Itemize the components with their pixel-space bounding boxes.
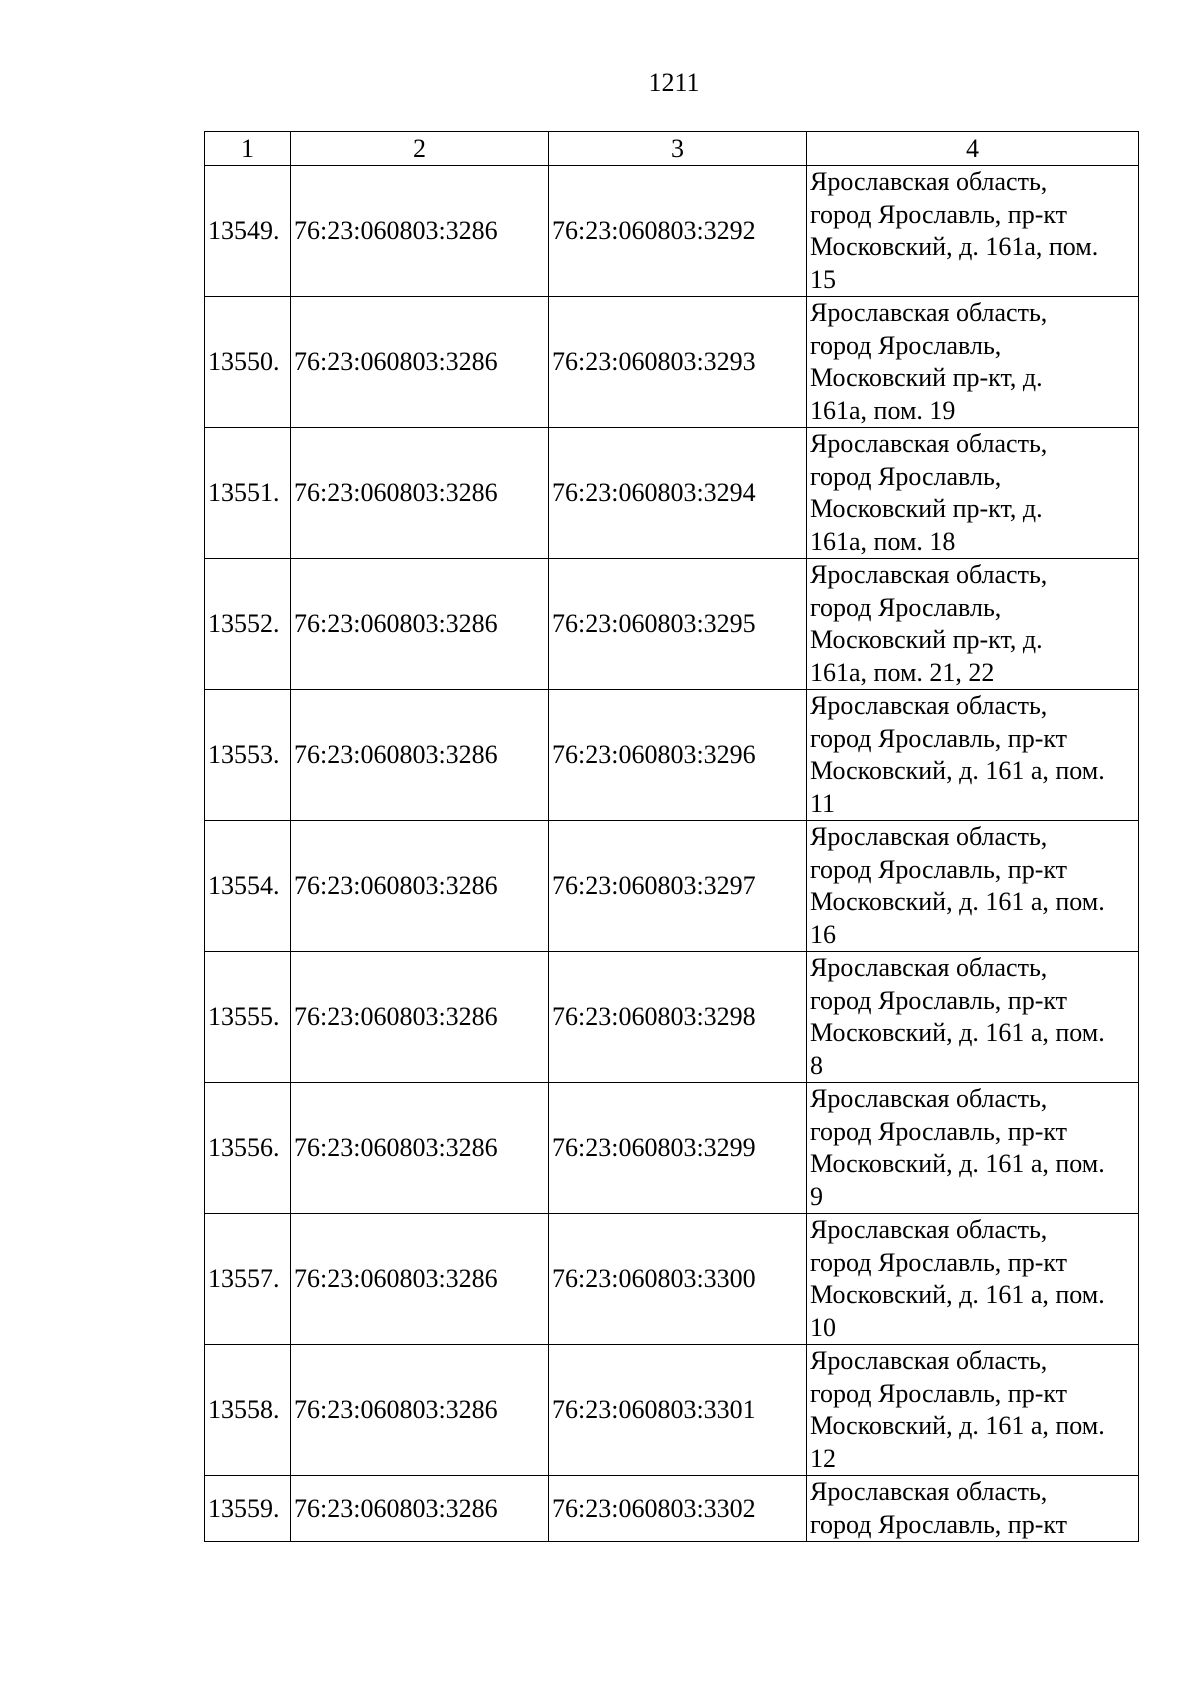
address-cell <box>807 1083 1139 1214</box>
address-line: Ярославская область, <box>810 822 1048 851</box>
address-line: город Ярославль, <box>810 461 1002 491</box>
address-line: город Ярославль, пр-кт <box>810 723 1068 753</box>
address-line: 15 <box>810 264 836 294</box>
cadastral-number-parent: 76:23:060803:3286 <box>291 1214 549 1345</box>
address-line: 16 <box>810 919 836 949</box>
row-number: 13555. <box>205 952 291 1083</box>
row-number: 13550. <box>205 297 291 428</box>
cadastral-number-parent: 76:23:060803:3286 <box>291 428 549 559</box>
cadastral-number-parent: 76:23:060803:3286 <box>291 690 549 821</box>
address-line: город Ярославль, <box>810 592 1002 622</box>
table-row <box>205 690 1139 821</box>
row-number: 13556. <box>205 1083 291 1214</box>
cadastral-number-parent: 76:23:060803:3286 <box>291 1345 549 1476</box>
address-line: город Ярославль, пр-кт <box>810 985 1068 1015</box>
address-line: Ярославская область, <box>810 429 1048 458</box>
cadastral-number-parent: 76:23:060803:3286 <box>291 952 549 1083</box>
cadastral-number: 76:23:060803:3300 <box>549 1214 807 1345</box>
address-line: Ярославская область, <box>810 1477 1048 1506</box>
address-line: Московский, д. 161 а, пом. <box>810 1149 1105 1178</box>
address-line: город Ярославль, пр-кт <box>810 1509 1068 1539</box>
address-line: Московский, д. 161 а, пом. <box>810 756 1105 785</box>
cadastral-number-parent: 76:23:060803:3286 <box>291 1476 549 1542</box>
address-line: Московский, д. 161 а, пом. <box>810 1018 1105 1047</box>
address-line: город Ярославль, пр-кт <box>810 199 1068 229</box>
address-line: Ярославская область, <box>810 167 1048 196</box>
cadastral-number: 76:23:060803:3294 <box>549 428 807 559</box>
table-row <box>205 428 1139 559</box>
address-line: 8 <box>810 1050 823 1080</box>
table-row <box>205 1345 1139 1476</box>
row-number: 13558. <box>205 1345 291 1476</box>
column-header: 2 <box>291 132 549 166</box>
address-line: Московский пр-кт, д. <box>810 363 1043 392</box>
address-line: город Ярославль, пр-кт <box>810 1116 1068 1146</box>
address-line: Московский, д. 161а, пом. <box>810 232 1099 261</box>
table-row <box>205 1083 1139 1214</box>
address-line: Ярославская область, <box>810 298 1048 327</box>
row-number: 13559. <box>205 1476 291 1542</box>
table-row <box>205 297 1139 428</box>
address-line: Ярославская область, <box>810 1084 1048 1113</box>
cadastral-number-parent: 76:23:060803:3286 <box>291 1083 549 1214</box>
table-row <box>205 821 1139 952</box>
row-number: 13557. <box>205 1214 291 1345</box>
address-line: город Ярославль, <box>810 330 1002 360</box>
row-number: 13549. <box>205 166 291 297</box>
address-line: Московский пр-кт, д. <box>810 625 1043 654</box>
table-body <box>205 166 1139 1542</box>
address-line: Ярославская область, <box>810 953 1048 982</box>
cadastral-number-parent: 76:23:060803:3286 <box>291 821 549 952</box>
table-header-row <box>205 132 1139 166</box>
address-line: город Ярославль, пр-кт <box>810 1247 1068 1277</box>
address-cell <box>807 1476 1139 1542</box>
address-cell <box>807 690 1139 821</box>
table-row <box>205 559 1139 690</box>
address-line: 12 <box>810 1443 836 1473</box>
table-row <box>205 1214 1139 1345</box>
address-cell <box>807 559 1139 690</box>
address-line: Ярославская область, <box>810 691 1048 720</box>
cadastral-number: 76:23:060803:3299 <box>549 1083 807 1214</box>
address-line: 9 <box>810 1181 823 1211</box>
cadastral-number: 76:23:060803:3298 <box>549 952 807 1083</box>
registry-table <box>204 131 1139 1542</box>
table-row <box>205 952 1139 1083</box>
address-cell <box>807 428 1139 559</box>
cadastral-number: 76:23:060803:3301 <box>549 1345 807 1476</box>
address-line: Ярославская область, <box>810 1215 1048 1244</box>
address-line: город Ярославль, пр-кт <box>810 1378 1068 1408</box>
address-cell <box>807 166 1139 297</box>
page-number: 1211 <box>648 68 700 97</box>
cadastral-number-parent: 76:23:060803:3286 <box>291 297 549 428</box>
address-cell <box>807 952 1139 1083</box>
table-row <box>205 166 1139 297</box>
address-line: 161а, пом. 18 <box>810 526 956 556</box>
cadastral-number: 76:23:060803:3302 <box>549 1476 807 1542</box>
address-cell <box>807 1214 1139 1345</box>
address-line: 10 <box>810 1312 836 1342</box>
address-line: 161а, пом. 19 <box>810 395 956 425</box>
cadastral-number: 76:23:060803:3296 <box>549 690 807 821</box>
table-row <box>205 1476 1139 1542</box>
column-header: 1 <box>205 132 291 166</box>
address-line: Московский, д. 161 а, пом. <box>810 887 1105 916</box>
cadastral-number: 76:23:060803:3295 <box>549 559 807 690</box>
address-line: Московский, д. 161 а, пом. <box>810 1280 1105 1309</box>
address-cell <box>807 821 1139 952</box>
address-line: город Ярославль, пр-кт <box>810 854 1068 884</box>
address-line: Московский, д. 161 а, пом. <box>810 1411 1105 1440</box>
address-line: 161а, пом. 21, 22 <box>810 657 995 687</box>
address-line: Ярославская область, <box>810 560 1048 589</box>
address-line: Московский пр-кт, д. <box>810 494 1043 523</box>
cadastral-number: 76:23:060803:3292 <box>549 166 807 297</box>
address-cell <box>807 297 1139 428</box>
cadastral-number: 76:23:060803:3297 <box>549 821 807 952</box>
address-cell <box>807 1345 1139 1476</box>
cadastral-number: 76:23:060803:3293 <box>549 297 807 428</box>
row-number: 13552. <box>205 559 291 690</box>
cadastral-number-parent: 76:23:060803:3286 <box>291 559 549 690</box>
row-number: 13554. <box>205 821 291 952</box>
cadastral-number-parent: 76:23:060803:3286 <box>291 166 549 297</box>
row-number: 13551. <box>205 428 291 559</box>
row-number: 13553. <box>205 690 291 821</box>
address-line: Ярославская область, <box>810 1346 1048 1375</box>
address-line: 11 <box>810 788 836 818</box>
column-header: 4 <box>807 132 1139 166</box>
column-header: 3 <box>549 132 807 166</box>
